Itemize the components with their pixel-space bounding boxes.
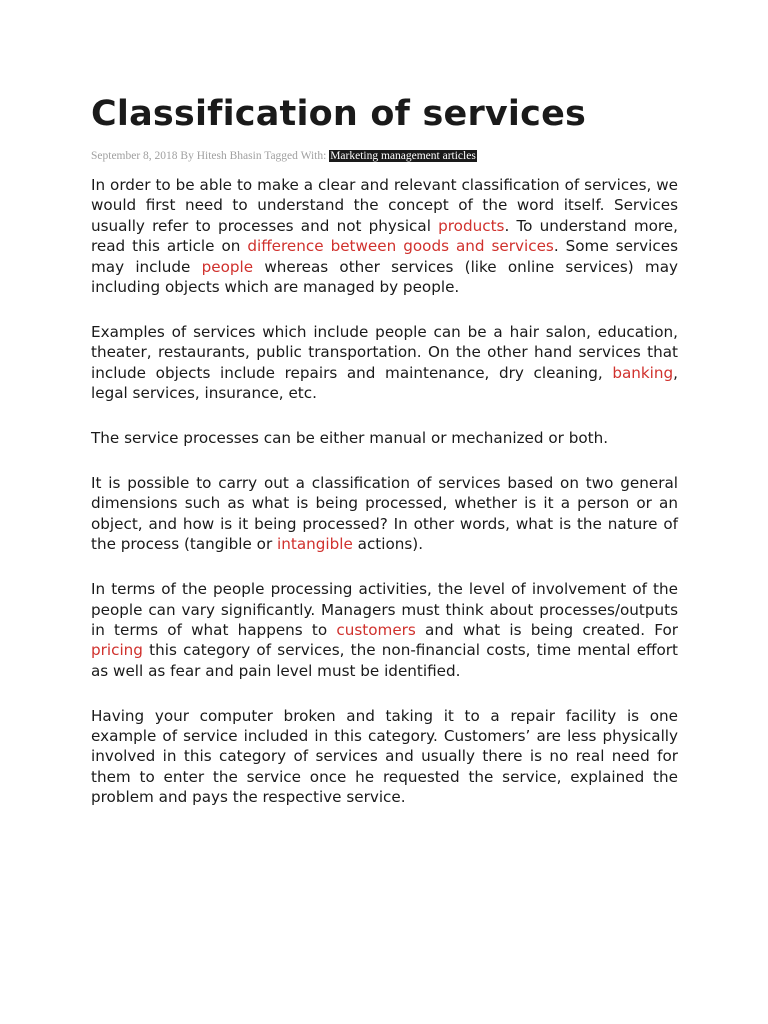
post-meta-date-author: September 8, 2018 By Hitesh Bhasin Tagged With:: [91, 150, 330, 162]
link-pricing[interactable]: pricing: [91, 641, 143, 660]
paragraph-5: [91, 579, 678, 681]
article: [91, 90, 678, 832]
paragraph-1-text-b: . To understand more, read this article on: [91, 216, 678, 256]
post-meta: [91, 149, 678, 163]
page-title: Classification of services: [91, 94, 587, 134]
link-products[interactable]: products: [438, 216, 505, 235]
paragraph-3: The service processes can be either manual or mechanized or both.: [91, 429, 609, 448]
paragraph-5-text-b: and what is being created. For: [415, 620, 678, 639]
link-banking[interactable]: banking: [612, 363, 674, 382]
link-customers[interactable]: customers: [336, 620, 416, 639]
paragraph-4-text-b: actions).: [352, 535, 424, 554]
paragraph-1-text-a: In order to be able to make a clear and relevant classification of services, we would first need to understand the concept of the word itself. Services usually refer to processes and not physical: [91, 176, 678, 235]
article-body: [91, 175, 678, 808]
paragraph-4-text-a: It is possible to carry out a classification of services based on two general dimensions such as what is being processed, whether is it a person or an object, and how is it being processed? In other words, what is the nature of the process (tangible or: [91, 473, 678, 554]
paragraph-2: [91, 322, 678, 404]
paragraph-6: Having your computer broken and taking it to a repair facility is one example of service included in this category. Customers’ are less physically involved in this category of services and usually there is no real need for them to enter the service once he requested the service, explained the problem and pays the respective service.: [91, 706, 678, 807]
link-intangible[interactable]: intangible: [277, 535, 353, 554]
link-difference-goods-services[interactable]: difference between goods and services: [247, 237, 554, 256]
paragraph-2-text-b: , legal services, insurance, etc.: [91, 363, 678, 403]
paragraph-1: [91, 175, 678, 297]
paragraph-4: [91, 473, 678, 555]
link-people[interactable]: people: [201, 257, 254, 276]
paragraph-2-text-a: Examples of services which include people can be a hair salon, education, theater, restaurants, public transportation. On the other hand services that include objects include repairs and maintenance, dry cleaning,: [91, 322, 678, 382]
paragraph-5-text-c: this category of services, the non-financial costs, time mental effort as well as fear and pain level must be identified.: [91, 641, 678, 680]
paragraph-5-text-a: In terms of the people processing activities, the level of involvement of the people can vary significantly. Managers must think about processes/outputs in terms of what happens to: [91, 580, 678, 639]
tag-link-marketing-management[interactable]: Marketing management articles: [330, 150, 476, 162]
paragraph-1-text-c: . Some services may include: [91, 237, 678, 276]
paragraph-1-text-d: whereas other services (like online services) may including objects which are managed by people.: [91, 257, 678, 297]
